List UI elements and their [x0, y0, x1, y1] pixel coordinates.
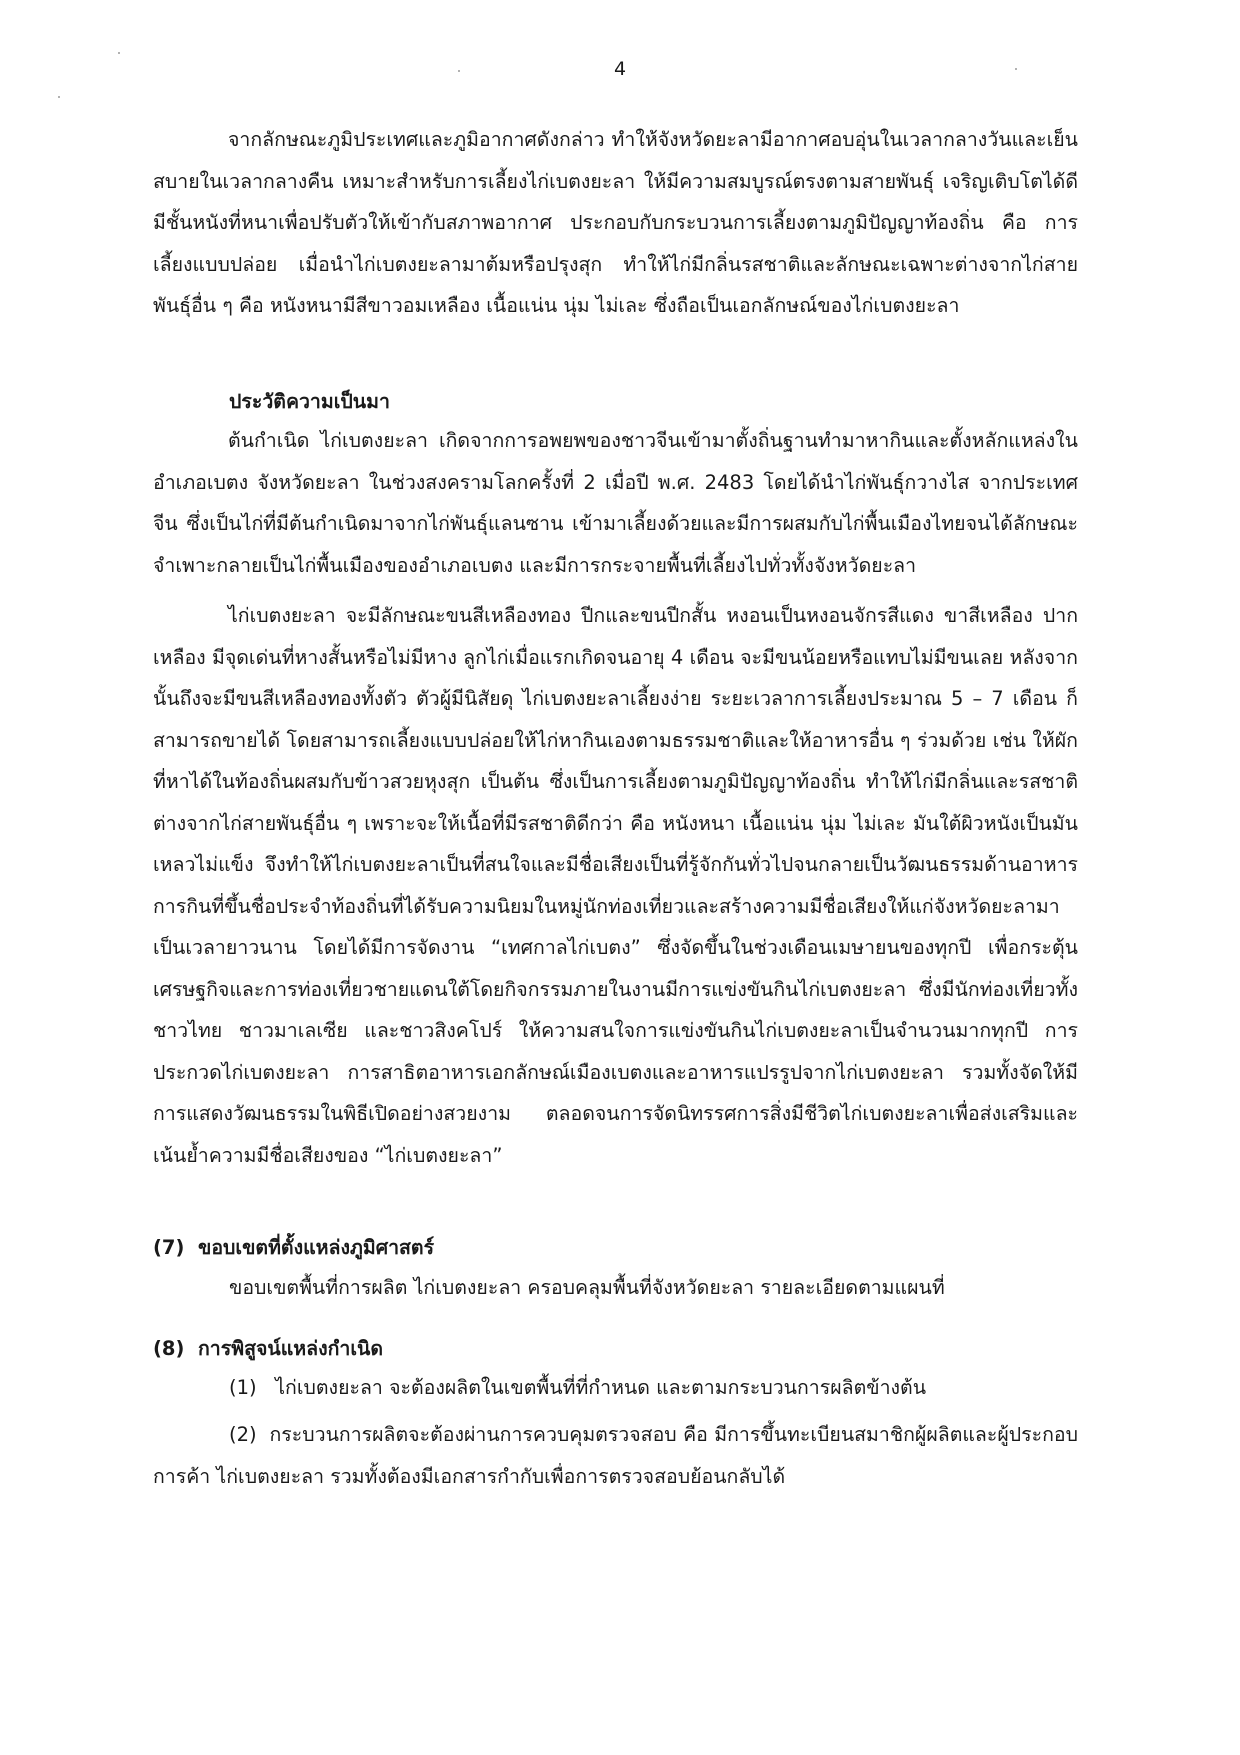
section-8-heading — [153, 1334, 383, 1364]
paragraph-intro: จากลักษณะภูมิประเทศและภูมิอากาศดังกล่าว ทำให้จังหวัดยะลามีอากาศอบอุ่นในเวลากลางวันและเย็นสบายในเวลากลางคืน เหมาะสำหรับการเลี้ยงไก่เบตงยะลา ให้มีความสมบูรณ์ตรงตามสายพันธุ์ เจริญเติบโตได้ดี มีชั้นหนังที่หนาเพื่อปรับตัวให้เข้ากับสภาพอากาศ ประกอบกับกระบวนการเลี้ยงตามภูมิปัญญาท้องถิ่น คือ การเลี้ยงแบบปล่อย เมื่อนำไก่เบตงยะลามาต้มหรือปรุงสุก ทำให้ไก่มีกลิ่นรสชาติและลักษณะเฉพาะต่างจากไก่สายพันธุ์อื่น ๆ คือ หนังหนามีสีขาวอมเหลือง เนื้อแน่น นุ่ม ไม่เละ ซึ่งถือเป็นเอกลักษณ์ของไก่เบตงยะลา — [153, 128, 1078, 317]
section-8-number: (8) — [153, 1337, 185, 1360]
section-7-text: ขอบเขตพื้นที่การผลิต ไก่เบตงยะลา ครอบคลุมพื้นที่จังหวัดยะลา รายละเอียดตามแผนที่ — [229, 1276, 945, 1299]
scan-speck — [118, 52, 120, 54]
page-number: 4 — [613, 58, 627, 80]
section-8-item-2 — [153, 1414, 1078, 1497]
section-8-title: การพิสูจน์แหล่งกำเนิด — [197, 1337, 384, 1360]
paragraph-history-1: ต้นกำเนิด ไก่เบตงยะลา เกิดจากการอพยพของชาวจีนเข้ามาตั้งถิ่นฐานทำมาหากินและตั้งหลักแหล่งในอำเภอเบตง จังหวัดยะลา ในช่วงสงครามโลกครั้งที่ 2 เมื่อปี พ.ศ. 2483 โดยได้นำไก่พันธุ์กวางไส จากประเทศจีน ซึ่งเป็นไก่ที่มีต้นกำเนิดมาจากไก่พันธุ์แลนซาน เข้ามาเลี้ยงด้วยและมีการผสมกับไก่พื้นเมืองไทยจนได้ลักษณะจำเพาะกลายเป็นไก่พื้นเมืองของอำเภอเบตง และมีการกระจายพื้นที่เลี้ยงไปทั่วทั้งจังหวัดยะลา — [153, 429, 1078, 577]
item-number: (2) — [229, 1423, 257, 1446]
section-7-title: ขอบเขตที่ตั้งแหล่งภูมิศาสตร์ — [197, 1236, 435, 1259]
history-heading: ประวัติความเป็นมา — [229, 390, 390, 413]
paragraph-history-2: ไก่เบตงยะลา จะมีลักษณะขนสีเหลืองทอง ปีกและขนปีกสั้น หงอนเป็นหงอนจักรสีแดง ขาสีเหลือง ปากเหลือง มีจุดเด่นที่หางสั้นหรือไม่มีหาง ลูกไก่เมื่อแรกเกิดจนอายุ 4 เดือน จะมีขนน้อยหรือแทบไม่มีขนเลย หลังจากนั้นถึงจะมีขนสีเหลืองทองทั้งตัว ตัวผู้มีนิสัยดุ ไก่เบตงยะลาเลี้ยงง่าย ระยะเวลาการเลี้ยงประมาณ 5 – 7 เดือน ก็สามารถขายได้ โดยสามารถเลี้ยงแบบปล่อยให้ไก่หากินเองตามธรรมชาติและให้อาหารอื่น ๆ ร่วมด้วย เช่น ให้ผักที่หาได้ในท้องถิ่นผสมกับข้าวสวยหุงสุก เป็นต้น ซึ่งเป็นการเลี้ยงตามภูมิปัญญาท้องถิ่น ทำให้ไก่มีกลิ่นและรสชาติต่างจากไก่สายพันธุ์อื่น ๆ เพราะจะให้เนื้อที่มีรสชาติดีกว่า คือ หนังหนา เนื้อแน่น นุ่ม ไม่เละ มันใต้ผิวหนังเป็นมันเหลวไม่แข็ง จึงทำให้ไก่เบตงยะลาเป็นที่สนใจและมีชื่อเสียงเป็นที่รู้จักกันทั่วไปจนกลายเป็นวัฒนธรรมด้านอาหารการกินที่ขึ้นชื่อประจำท้องถิ่นที่ได้รับความนิยมในหมู่นักท่องเที่ยวและสร้างความมีชื่อเสียงให้แก่จังหวัดยะลามาเป็นเวลายาวนาน โดยได้มีการจัดงาน “เทศกาลไก่เบตง” ซึ่งจัดขึ้นในช่วงเดือนเมษายนของทุกปี เพื่อกระตุ้นเศรษฐกิจและการท่องเที่ยวชายแดนใต้โดยกิจกรรมภายในงานมีการแข่งขันกินไก่เบตงยะลา ซึ่งมีนักท่องเที่ยวทั้งชาวไทย ชาวมาเลเซีย และชาวสิงคโปร์ ให้ความสนใจการแข่งขันกินไก่เบตงยะลาเป็นจำนวนมากทุกปี การประกวดไก่เบตงยะลา การสาธิตอาหารเอกลักษณ์เมืองเบตงและอาหารแปรรูปจากไก่เบตงยะลา รวมทั้งจัดให้มีการแสดงวัฒนธรรมในพิธีเปิดอย่างสวยงาม ตลอดจนการจัดนิทรรศการสิ่งมีชีวิตไก่เบตงยะลาเพื่อส่งเสริมและเน้นย้ำความมีชื่อเสียงของ “ไก่เบตงยะลา” — [153, 604, 1078, 1167]
section-7-heading — [153, 1233, 434, 1263]
scan-speck — [58, 96, 60, 98]
section-7-number: (7) — [153, 1236, 185, 1259]
item-text: ไก่เบตงยะลา จะต้องผลิตในเขตพื้นที่ที่กำหนด และตามกระบวนการผลิตข้างต้น — [275, 1376, 927, 1399]
item-text: กระบวนการผลิตจะต้องผ่านการควบคุมตรวจสอบ คือ มีการขึ้นทะเบียนสมาชิกผู้ผลิตและผู้ประกอบการค้า ไก่เบตงยะลา รวมทั้งต้องมีเอกสารกำกับเพื่อการตรวจสอบย้อนกลับได้ — [153, 1423, 1078, 1488]
section-8-item-1 — [229, 1367, 926, 1409]
item-number: (1) — [229, 1376, 257, 1399]
